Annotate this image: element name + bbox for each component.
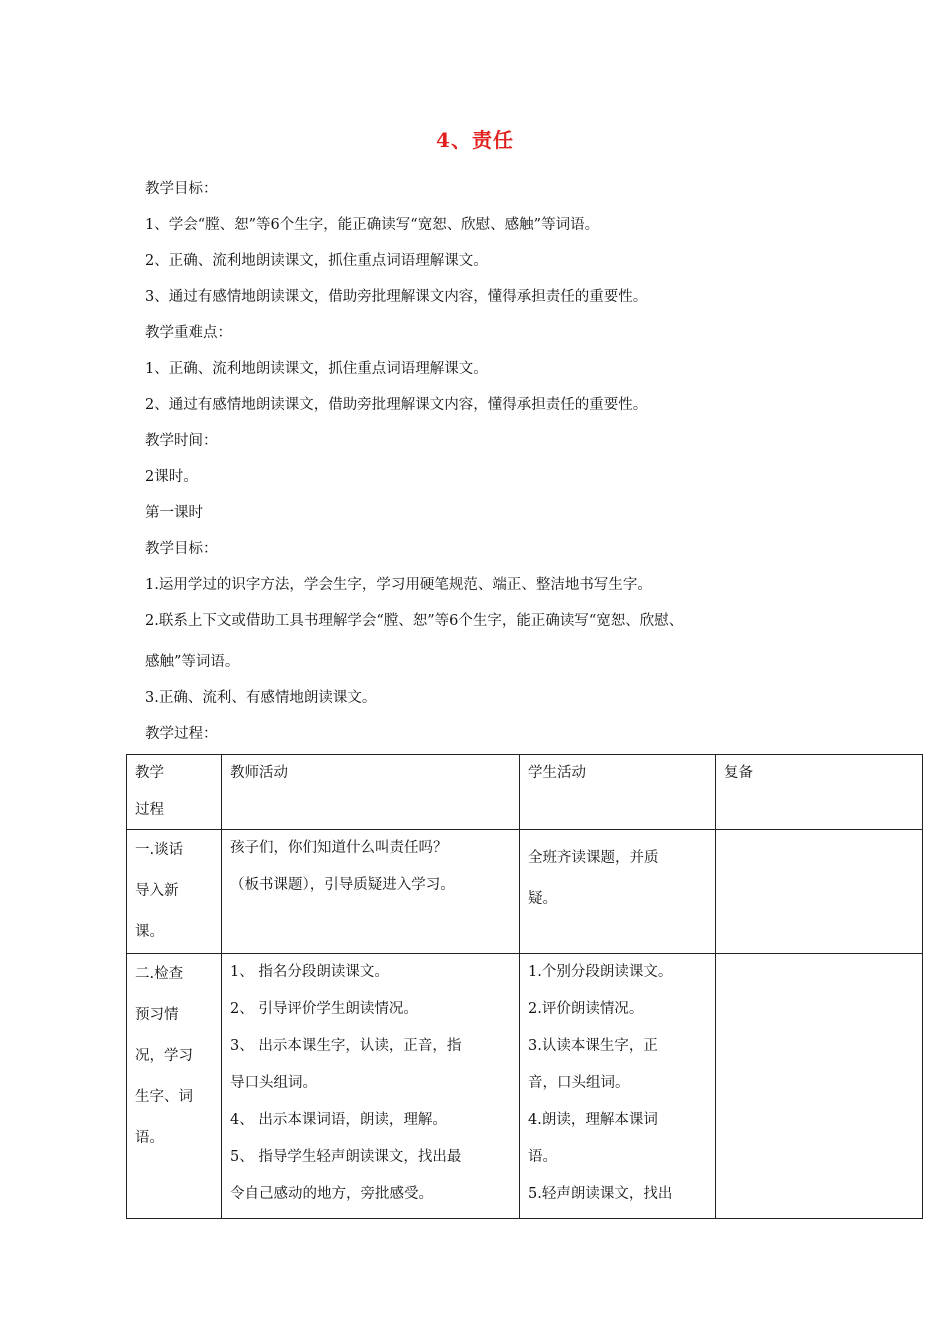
student-line: 4.朗读，理解本课词 xyxy=(528,1112,658,1128)
stage-line: 课。 xyxy=(135,924,164,940)
heading-teaching-goals: 教学目标： xyxy=(145,181,218,197)
teacher-line: 1、 指名分段朗读课文。 xyxy=(230,964,389,980)
teacher-line: 导口头组词。 xyxy=(230,1075,317,1091)
teacher-line: 5、 指导学生轻声朗读课文，找出最 xyxy=(230,1149,462,1165)
student-line: 音，口头组词。 xyxy=(528,1075,630,1091)
notes-cell xyxy=(716,830,923,954)
document-title: 4、责任 xyxy=(436,128,514,152)
table-row xyxy=(127,830,923,954)
header-notes xyxy=(716,755,923,830)
notes-cell xyxy=(716,954,923,1219)
stage-line: 导入新 xyxy=(135,883,179,899)
teacher-line: 孩子们，你们知道什么叫责任吗？ xyxy=(230,840,448,856)
header-student xyxy=(520,755,716,830)
stage-line: 况，学习 xyxy=(135,1048,193,1064)
table-header-row xyxy=(127,755,923,830)
heading-lesson-goals: 教学目标： xyxy=(145,541,218,557)
teacher-line: 3、 出示本课生字，认读，正音，指 xyxy=(230,1038,462,1054)
heading-process: 教学过程： xyxy=(145,726,218,742)
teacher-line: 2、 引导评价学生朗读情况。 xyxy=(230,1001,418,1017)
stage-line: 一.谈话 xyxy=(135,842,184,858)
student-line: 全班齐读课题，并质 xyxy=(528,850,659,866)
goal-3: 3、通过有感情地朗读课文，借助旁批理解课文内容，懂得承担责任的重要性。 xyxy=(145,289,648,305)
header-notes-label: 复备 xyxy=(724,765,753,781)
teaching-process-table xyxy=(126,754,923,1219)
lesson-goal-2: 2.联系上下文或借助工具书理解学会“膛、恕”等6个生字，能正确读写“宽恕、欣慰、 xyxy=(145,613,684,629)
header-stage xyxy=(127,755,222,830)
teaching-time-value: 2课时。 xyxy=(145,469,198,485)
teacher-line: （板书课题），引导质疑进入学习。 xyxy=(230,877,455,893)
stage-line: 二.检查 xyxy=(135,966,184,982)
stage-line: 生字、词 xyxy=(135,1089,193,1105)
student-activity-cell xyxy=(520,954,716,1219)
heading-first-lesson: 第一课时 xyxy=(145,505,203,521)
student-line: 疑。 xyxy=(528,891,557,907)
student-line: 2.评价朗读情况。 xyxy=(528,1001,644,1017)
table-row xyxy=(127,954,923,1219)
student-line: 3.认读本课生字，正 xyxy=(528,1038,658,1054)
stage-cell xyxy=(127,954,222,1219)
stage-cell xyxy=(127,830,222,954)
heading-teaching-time: 教学时间： xyxy=(145,433,218,449)
header-stage-line: 教学 xyxy=(135,765,164,781)
teacher-activity-cell xyxy=(222,830,520,954)
key-point-2: 2、通过有感情地朗读课文，借助旁批理解课文内容，懂得承担责任的重要性。 xyxy=(145,397,648,413)
header-teacher xyxy=(222,755,520,830)
key-point-1: 1、正确、流利地朗读课文，抓住重点词语理解课文。 xyxy=(145,361,488,377)
student-line: 语。 xyxy=(528,1149,557,1165)
student-activity-cell xyxy=(520,830,716,954)
goal-2: 2、正确、流利地朗读课文，抓住重点词语理解课文。 xyxy=(145,253,488,269)
goal-1: 1、学会“膛、恕”等6个生字，能正确读写“宽恕、欣慰、感触”等词语。 xyxy=(145,217,600,233)
lesson-goal-3: 3.正确、流利、有感情地朗读课文。 xyxy=(145,690,377,706)
header-student-label: 学生活动 xyxy=(528,765,586,781)
teacher-line: 4、 出示本课词语，朗读，理解。 xyxy=(230,1112,447,1128)
lesson-goal-2-cont: 感触”等词语。 xyxy=(145,654,240,670)
teacher-activity-cell xyxy=(222,954,520,1219)
student-line: 1.个别分段朗读课文。 xyxy=(528,964,673,980)
lesson-goal-1: 1.运用学过的识字方法，学会生字，学习用硬笔规范、端正、整洁地书写生字。 xyxy=(145,577,652,593)
heading-key-points: 教学重难点： xyxy=(145,325,232,341)
header-stage-line: 过程 xyxy=(135,802,164,818)
header-teacher-label: 教师活动 xyxy=(230,765,288,781)
stage-line: 语。 xyxy=(135,1130,164,1146)
teacher-line: 令自己感动的地方，旁批感受。 xyxy=(230,1186,433,1202)
student-line: 5.轻声朗读课文，找出 xyxy=(528,1186,673,1202)
stage-line: 预习情 xyxy=(135,1007,179,1023)
